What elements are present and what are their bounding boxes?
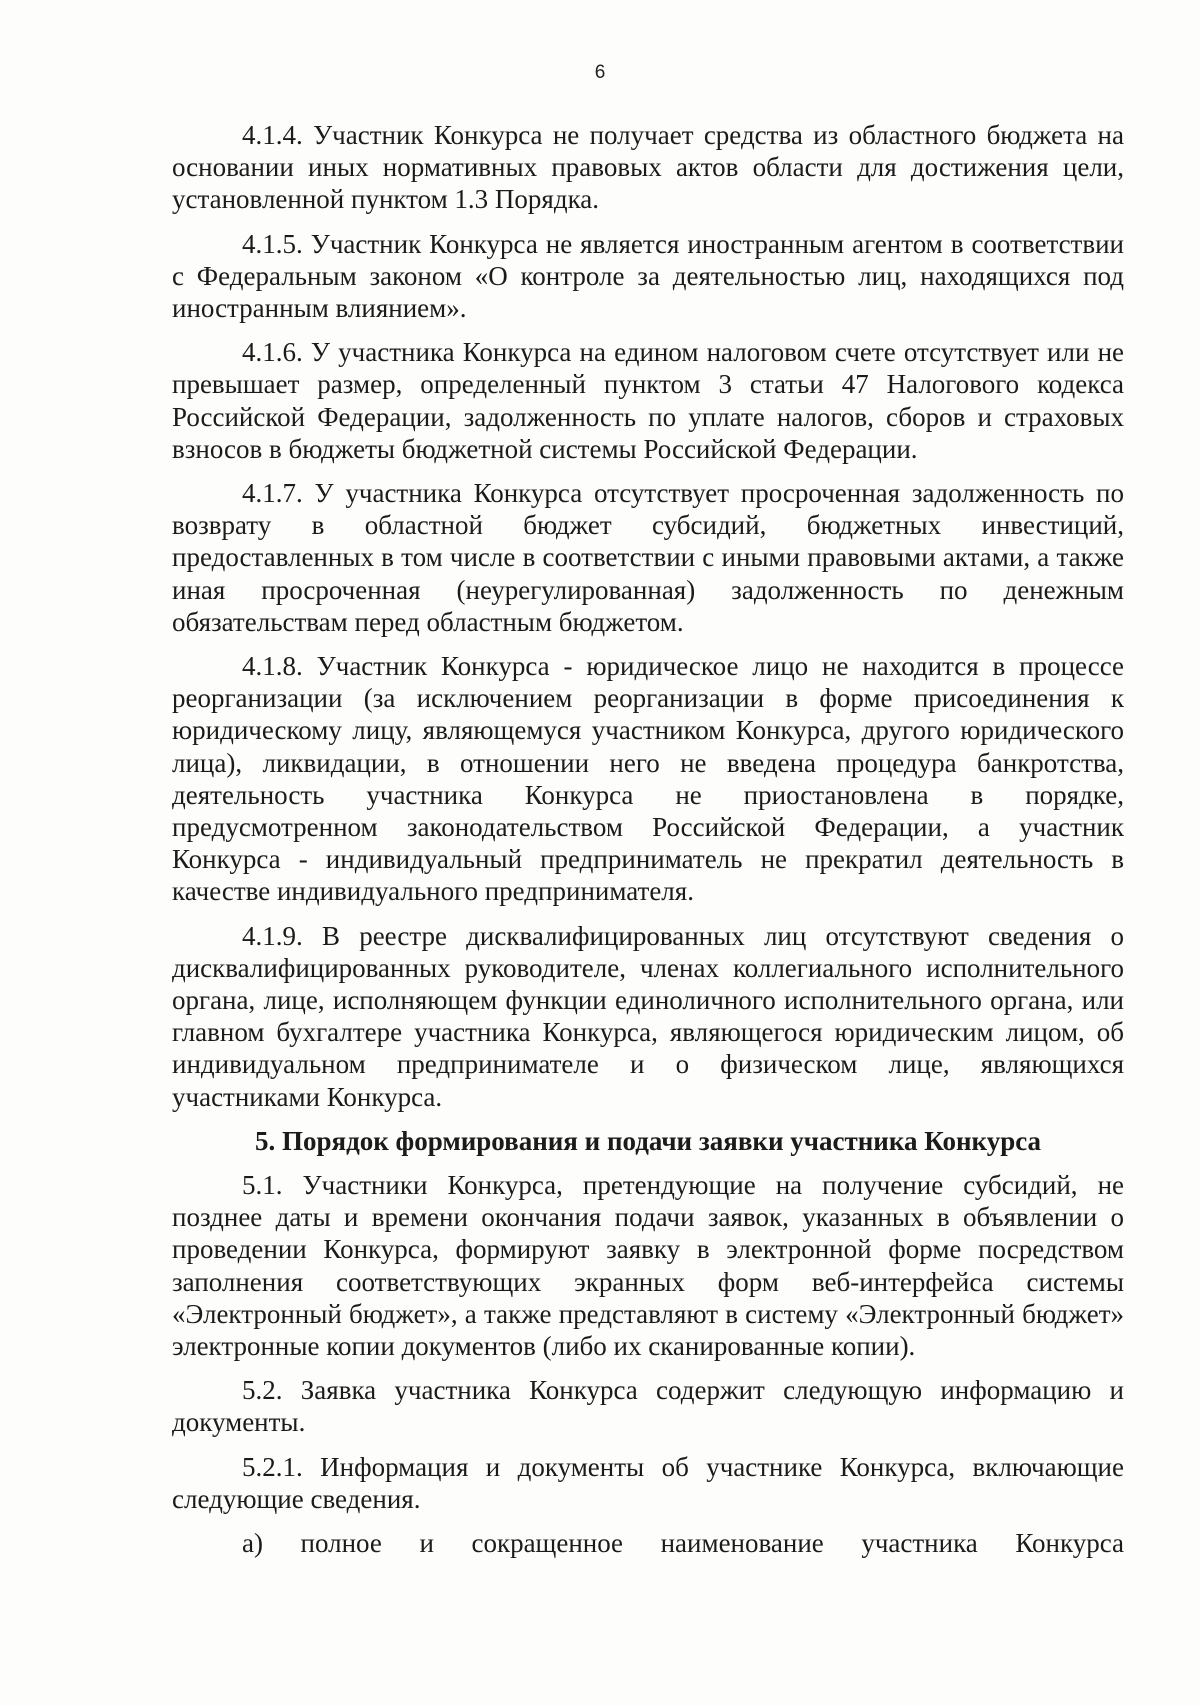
paragraph-5-2: 5.2. Заявка участника Конкурса содержит следующую информацию и документы. (172, 1375, 1124, 1438)
document-body (172, 119, 1124, 1571)
paragraph-4-1-4: 4.1.4. Участник Конкурса не получает средства из областного бюджета на основании иных нормативных правовых актов области для достижения цели, установленной пунктом 1.3 Порядка. (172, 120, 1124, 215)
paragraph-5-1: 5.1. Участники Конкурса, претендующие на получение субсидий, не позднее даты и времени окончания подачи заявок, указанных в объявлении о проведении Конкурса, формируют заявку в электронной форме посредством заполнения соответствующих экранных форм веб-интерфейса системы «Электронный бюджет», а также представляют в систему «Электронный бюджет» электронные копии документов (либо их сканированные копии). (172, 1169, 1124, 1361)
page-number: 6 (594, 62, 606, 83)
paragraph-4-1-8: 4.1.8. Участник Конкурса - юридическое лицо не находится в процессе реорганизации (за исключением реорганизации в форме присоединения к юридическому лицу, являющемуся участником Конкурса, другого юридического лица), ликвидации, в отношении него не введена процедура банкротства, деятельность участника Конкурса не приостановлена в порядке, предусмотренном законодательством Российской Федерации, а участник Конкурса - индивидуальный предприниматель не прекратил деятельность в качестве индивидуального предпринимателя. (172, 651, 1124, 907)
paragraph-4-1-6: 4.1.6. У участника Конкурса на едином налоговом счете отсутствует или не превышает размер, определенный пунктом 3 статьи 47 Налогового кодекса Российской Федерации, задолженность по уплате налогов, сборов и страховых взносов в бюджеты бюджетной системы Российской Федерации. (172, 337, 1124, 464)
paragraph-4-1-9: 4.1.9. В реестре дисквалифицированных лиц отсутствуют сведения о дисквалифицированных руководителе, членах коллегиального исполнительного органа, лице, исполняющем функции единоличного исполнительного органа, или главном бухгалтере участника Конкурса, являющегося юридическим лицом, об индивидуальном предпринимателе и о физическом лице, являющихся участниками Конкурса. (172, 920, 1124, 1112)
paragraph-4-1-7: 4.1.7. У участника Конкурса отсутствует просроченная задолженность по возврату в областной бюджет субсидий, бюджетных инвестиций, предоставленных в том числе в соответствии с иными правовыми актами, а также иная просроченная (неурегулированная) задолженность по денежным обязательствам перед областным бюджетом. (172, 478, 1124, 637)
section-5-heading: 5. Порядок формирования и подачи заявки участника Конкурса (254, 1125, 1042, 1156)
paragraph-4-1-5: 4.1.5. Участник Конкурса не является иностранным агентом в соответствии с Федеральным законом «О контроле за деятельностью лиц, находящихся под иностранным влиянием». (172, 228, 1124, 324)
list-item-a: а) полное и сокращенное наименование участника Конкурса (242, 1527, 1124, 1558)
paragraph-5-2-1: 5.2.1. Информация и документы об участнике Конкурса, включающие следующие сведения. (172, 1451, 1124, 1514)
